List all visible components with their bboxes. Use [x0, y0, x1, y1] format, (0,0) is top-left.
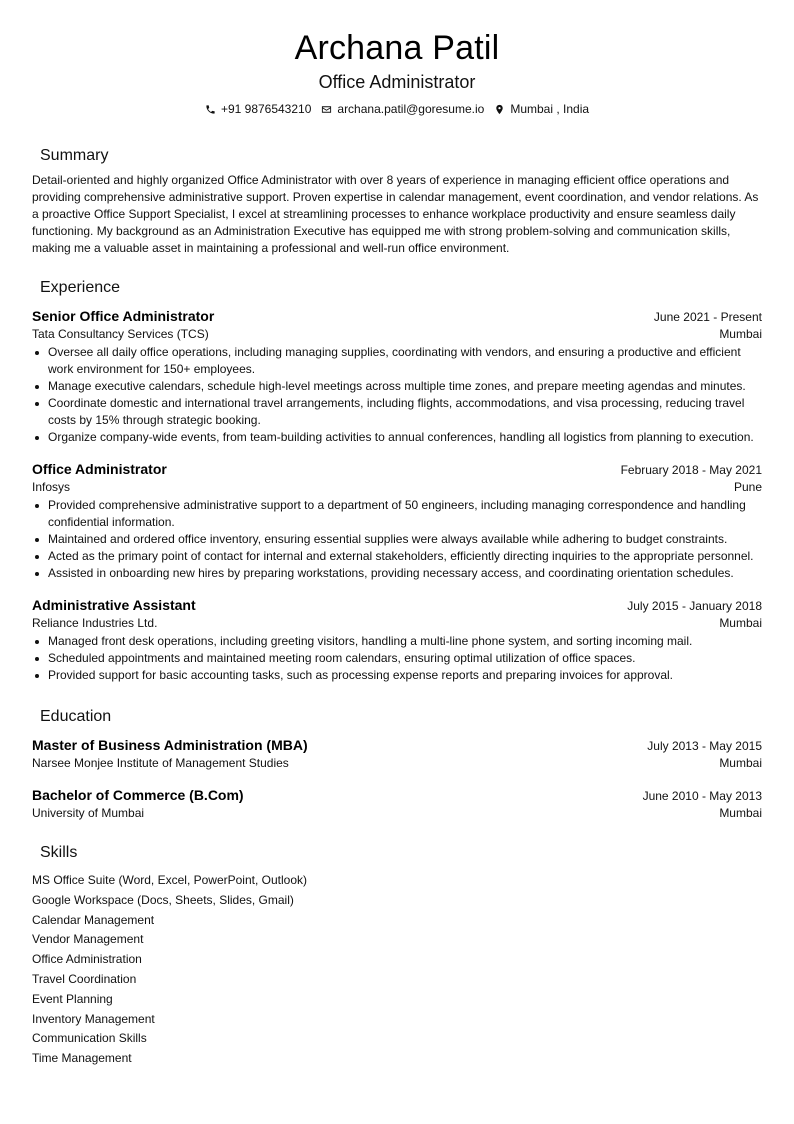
school-name: University of Mumbai	[32, 806, 145, 820]
job-bullets	[32, 633, 762, 684]
bullet-item: Manage executive calendars, schedule high-level meetings across multiple time zones, and prepare meeting agendas and minutes.	[32, 378, 762, 395]
job-dates: July 2015 - January 2018	[627, 599, 762, 613]
job-entry	[32, 460, 762, 582]
envelope-icon	[321, 104, 332, 115]
bullet-item: Coordinate domestic and international travel arrangements, including flights, accommodations, and visa processing, reducing travel costs by 15% through strategic booking.	[32, 395, 762, 429]
degree-title: Bachelor of Commerce (B.Com)	[32, 787, 244, 803]
company-name: Reliance Industries Ltd.	[32, 616, 158, 630]
education-section	[32, 707, 762, 822]
job-location: Mumbai	[719, 616, 762, 630]
school-location: Mumbai	[719, 756, 762, 770]
degree-title: Master of Business Administration (MBA)	[32, 737, 308, 753]
section-title: Summary	[40, 147, 109, 164]
job-entry	[32, 596, 762, 684]
skill-item: Communication Skills	[32, 1031, 147, 1046]
skill-item: Inventory Management	[32, 1011, 155, 1026]
job-dates: February 2018 - May 2021	[620, 463, 762, 477]
experience-section	[32, 278, 762, 684]
bullet-item: Managed front desk operations, including greeting visitors, handling a multi-line phone system, and sorting incoming mail.	[32, 633, 762, 650]
job-entry	[32, 307, 762, 446]
phone-icon	[205, 104, 216, 115]
candidate-name: Archana Patil	[294, 29, 500, 67]
bullet-item: Acted as the primary point of contact for internal and external stakeholders, efficiently directing inquiries to the appropriate personnel.	[32, 548, 762, 565]
skills-list	[32, 871, 762, 1069]
section-title: Education	[40, 708, 112, 725]
education-dates: July 2013 - May 2015	[647, 739, 762, 753]
education-entry	[32, 736, 762, 772]
school-name: Narsee Monjee Institute of Management Studies	[32, 756, 289, 770]
job-dates: June 2021 - Present	[653, 310, 762, 324]
summary-section	[32, 146, 762, 257]
summary-text: Detail-oriented and highly organized Office Administrator with over 8 years of experience in managing efficient office operations and providing comprehensive administrative support. Proven expertise in calendar management, event coordination, and vendor relations. As a proactive Office Support Specialist, I excel at streamlining processes to enhance workplace productivity and ensure seamless daily functioning. My background as an Administration Executive has equipped me with strong problem-solving and communication skills, making me a valuable asset in maintaining a professional and well-run office environment.	[32, 173, 759, 255]
job-bullets	[32, 497, 762, 582]
job-title: Administrative Assistant	[32, 597, 196, 613]
section-title: Skills	[40, 844, 78, 861]
phone-text: +91 9876543210	[220, 102, 312, 116]
bullet-item: Provided support for basic accounting tasks, such as processing expense reports and preparing invoices for approval.	[32, 667, 762, 684]
skill-item: Time Management	[32, 1051, 132, 1066]
bullet-item: Maintained and ordered office inventory, ensuring essential supplies were always available while adhering to budget constraints.	[32, 531, 762, 548]
contact-phone	[205, 101, 311, 117]
skill-item: Travel Coordination	[32, 971, 137, 986]
bullet-item: Scheduled appointments and maintained meeting room calendars, ensuring optimal utilization of office spaces.	[32, 650, 762, 667]
skill-item: Google Workspace (Docs, Sheets, Slides, Gmail)	[32, 892, 294, 907]
company-name: Tata Consultancy Services (TCS)	[32, 327, 209, 341]
education-dates: June 2010 - May 2013	[642, 789, 762, 803]
bullet-item: Organize company-wide events, from team-building activities to annual conferences, handling all logistics from planning to execution.	[32, 429, 762, 446]
skills-section	[32, 843, 762, 1069]
skill-item: Vendor Management	[32, 932, 144, 947]
education-entry	[32, 786, 762, 822]
map-pin-icon	[494, 104, 505, 115]
skill-item: MS Office Suite (Word, Excel, PowerPoint, Outlook)	[32, 873, 307, 887]
contact-email	[321, 101, 484, 117]
job-bullets	[32, 344, 762, 446]
job-title: Senior Office Administrator	[32, 308, 215, 324]
resume-header	[0, 0, 794, 117]
bullet-item: Provided comprehensive administrative support to a department of 50 engineers, including managing correspondence and handling confidential information.	[32, 497, 762, 531]
location-text: Mumbai , India	[510, 102, 590, 116]
candidate-role: Office Administrator	[318, 72, 476, 92]
email-text: archana.patil@goresume.io	[337, 102, 485, 116]
company-name: Infosys	[32, 480, 71, 494]
contact-bar	[0, 101, 794, 117]
school-location: Mumbai	[719, 806, 762, 820]
bullet-item: Oversee all daily office operations, including managing supplies, coordinating with vendors, and ensuring a productive and efficient work environment for 150+ employees.	[32, 344, 762, 378]
job-location: Pune	[733, 480, 762, 494]
bullet-item: Assisted in onboarding new hires by preparing workstations, providing necessary access, and coordinating orientation schedules.	[32, 565, 762, 582]
section-title: Experience	[40, 279, 121, 296]
job-location: Mumbai	[719, 327, 762, 341]
contact-location	[494, 101, 589, 117]
skill-item: Calendar Management	[32, 912, 155, 927]
skill-item: Office Administration	[32, 952, 142, 967]
job-title: Office Administrator	[32, 461, 167, 477]
skill-item: Event Planning	[32, 991, 113, 1006]
